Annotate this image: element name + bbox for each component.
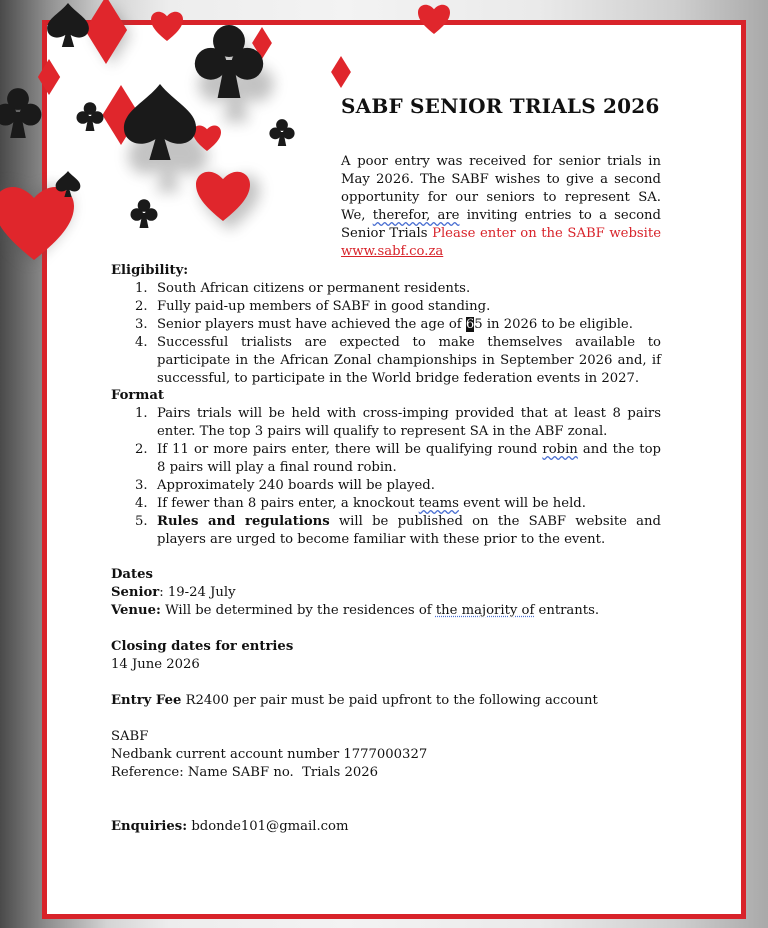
list-text: Successful trialists are expected to make themselves available to participate in the African Zonal championships in September 2026 and, if successful, to participate in the World bridge federation events in 2027. bbox=[157, 335, 661, 386]
list-number: 1. bbox=[135, 281, 148, 296]
list-text: South African citizens or permanent residents. bbox=[157, 281, 471, 296]
closing-heading: Closing dates for entries bbox=[111, 639, 294, 654]
list-text: and the top 8 pairs will play a final round robin. bbox=[157, 442, 661, 475]
account-reference: Reference: Name SABF no. Trials 2026 bbox=[111, 765, 379, 780]
list-bold-text: Rules and regulations bbox=[157, 514, 330, 529]
list-number: 5. bbox=[135, 514, 148, 529]
intro-red-text: Please enter on the SABF website bbox=[432, 226, 661, 241]
enquiries-label: Enquiries: bbox=[111, 819, 188, 834]
list-number: 2. bbox=[135, 299, 148, 314]
closing-date: 14 June 2026 bbox=[111, 657, 200, 672]
entry-fee-text: R2400 per pair must be paid upfront to the following account bbox=[185, 693, 598, 708]
list-text: If 11 or more pairs enter, there will be qualifying round bbox=[157, 442, 538, 457]
intro-paragraph bbox=[341, 153, 661, 261]
list-item bbox=[111, 280, 661, 298]
list-item bbox=[111, 316, 661, 334]
account-name: SABF bbox=[111, 729, 149, 744]
intro-text-1: A poor entry was received for senior trials in May 2026. The SABF wishes to give a second opportunity for our seniors to represent SA. We, bbox=[341, 154, 661, 223]
sabf-website-link[interactable]: www.sabf.co.za bbox=[341, 244, 444, 259]
list-number: 2. bbox=[135, 442, 148, 457]
list-item bbox=[111, 405, 661, 441]
list-number: 4. bbox=[135, 335, 148, 350]
venue-label: Venue: bbox=[111, 603, 161, 618]
senior-label: Senior bbox=[111, 585, 160, 600]
list-text: Fully paid-up members of SABF in good standing. bbox=[157, 299, 491, 314]
list-item bbox=[111, 441, 661, 477]
entry-fee-line bbox=[111, 692, 671, 710]
list-text: Approximately 240 boards will be played. bbox=[157, 478, 435, 493]
list-item bbox=[111, 495, 661, 513]
page-title: SABF SENIOR TRIALS 2026 bbox=[341, 94, 660, 118]
format-heading: Format bbox=[111, 388, 164, 403]
list-text: Senior players must have achieved the age of bbox=[157, 317, 462, 332]
underlined-word: teams bbox=[418, 496, 459, 511]
venue-text: entrants. bbox=[538, 603, 600, 618]
highlighted-digit: 6 bbox=[465, 317, 475, 332]
senior-dates bbox=[111, 584, 671, 602]
eligibility-list bbox=[111, 280, 661, 388]
list-text: event will be held. bbox=[463, 496, 586, 511]
eligibility-heading: Eligibility: bbox=[111, 263, 189, 278]
list-number: 1. bbox=[135, 406, 148, 421]
enquiries-line bbox=[111, 818, 671, 836]
format-list bbox=[111, 405, 661, 549]
list-text: 5 in 2026 to be eligible. bbox=[474, 317, 633, 332]
account-number: Nedbank current account number 1777000327 bbox=[111, 747, 428, 762]
entry-fee-label: Entry Fee bbox=[111, 693, 182, 708]
list-number: 3. bbox=[135, 478, 148, 493]
intro-text-2: inviting entries to a second Senior Trials bbox=[341, 208, 661, 241]
venue-text: Will be determined by the residences of bbox=[165, 603, 432, 618]
list-number: 3. bbox=[135, 317, 148, 332]
venue-underlined: the majority of bbox=[435, 603, 535, 618]
dates-heading: Dates bbox=[111, 567, 153, 582]
list-item bbox=[111, 513, 661, 549]
list-number: 4. bbox=[135, 496, 148, 511]
underlined-word: robin bbox=[542, 442, 578, 457]
senior-value: : 19-24 July bbox=[159, 585, 236, 600]
list-item bbox=[111, 298, 661, 316]
list-text: If fewer than 8 pairs enter, a knockout bbox=[157, 496, 415, 511]
list-text: Pairs trials will be held with cross-imping provided that at least 8 pairs enter. The top 3 pairs will qualify to represent SA in the ABF zonal. bbox=[157, 406, 661, 439]
intro-underlined-text: therefor, are bbox=[372, 208, 460, 223]
enquiries-email[interactable]: bdonde101@gmail.com bbox=[191, 819, 349, 834]
list-item bbox=[111, 477, 661, 495]
list-text: will be published on the SABF website and players are urged to become familiar with these prior to the event. bbox=[157, 514, 661, 547]
list-item bbox=[111, 334, 661, 388]
venue-line bbox=[111, 602, 671, 620]
